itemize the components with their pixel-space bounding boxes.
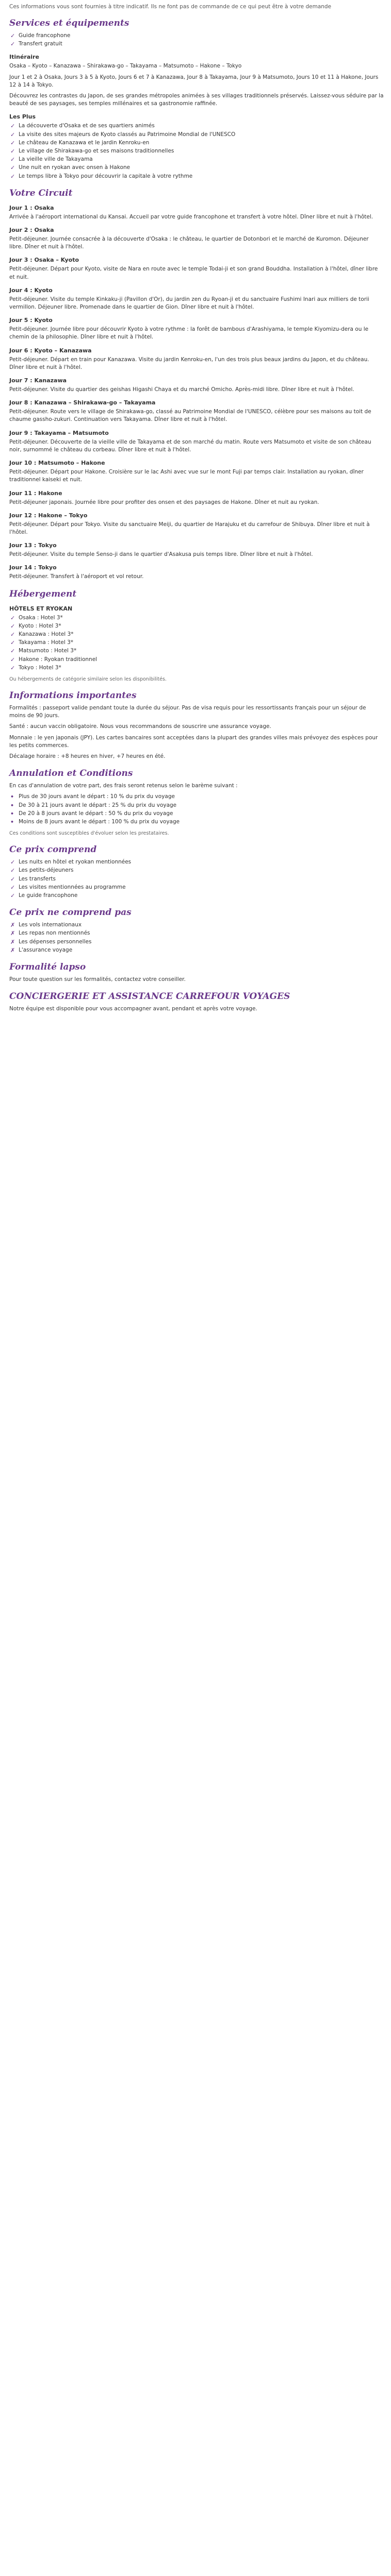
check-icon: ✓: [10, 656, 15, 663]
bullet-icon: •: [10, 793, 14, 801]
list-item: • Moins de 8 jours avant le départ : 100 % du prix du voyage: [10, 818, 180, 825]
list-item: ✗ L'assurance voyage: [10, 946, 73, 954]
day-text: Petit-déjeuner. Départ en train pour Kanazawa. Visite du jardin Kenroku-en, l'un des trois plus beaux jardins du Japon, et du château. Dîner libre et nuit à l'hôtel.: [9, 356, 369, 370]
list-item: ✓ Guide francophone: [10, 32, 71, 39]
day-text: Petit-déjeuner. Visite du quartier des geishas Higashi Chaya et du marché Omicho. Après-midi libre. Dîner libre et nuit à l'hôtel.: [9, 386, 354, 393]
bullet-icon: •: [10, 802, 14, 809]
itinerary-title: Itinéraire: [9, 54, 39, 61]
services-list: [9, 32, 384, 48]
prix-exclude-list: [9, 921, 384, 954]
list-item: ✓ La vieille ville de Takayama: [10, 156, 93, 163]
list-item: ✓ Kyoto : Hotel 3*: [10, 622, 61, 630]
check-icon: ✓: [10, 639, 15, 647]
day-text: Petit-déjeuner japonais. Journée libre pour profiter des onsen et des paysages de Hakone. Dîner et nuit au ryokan.: [9, 499, 319, 505]
itinerary-description: Découvrez les contrastes du Japon, de ses grandes métropoles animées à ses villages traditionnels préservés. Laissez-vous séduire par la beauté de ses paysages, ses temples millénaires et sa gastronomie raffinée.: [9, 93, 384, 107]
concierge-title: CONCIERGERIE ET ASSISTANCE CARREFOUR VOYAGES: [9, 991, 290, 1002]
prix-list: [9, 858, 384, 900]
day-title: Jour 1 : Osaka: [9, 204, 54, 211]
check-icon: ✓: [10, 32, 15, 39]
day-text: Petit-déjeuner. Visite du temple Kinkaku-ji (Pavillon d'Or), du jardin zen du Ryoan-ji et du sanctuaire Fushimi Inari aux milliers de torii vermillon. Déjeuner libre. Promenade dans le quartier de Gion. Dîner libre et nuit à l'hôtel.: [9, 296, 369, 311]
list-item: ✓ Le temps libre à Tokyo pour découvrir la capitale à votre rythme: [10, 173, 193, 180]
list-item: ✓ Hakone : Ryokan traditionnel: [10, 656, 97, 663]
list-item: • De 30 à 21 jours avant le départ : 25 % du prix du voyage: [10, 802, 177, 809]
day-list: [9, 204, 384, 581]
services-title: Services et équipements: [9, 18, 129, 28]
list-item: ✓ La visite des sites majeurs de Kyoto classés au Patrimoine Mondial de l'UNESCO: [10, 131, 236, 138]
annulation-intro: En cas d'annulation de votre part, des frais seront retenus selon le barème suivant :: [9, 783, 238, 789]
info-paragraph: Monnaie : le yen japonais (JPY). Les cartes bancaires sont acceptées dans la plupart des grandes villes mais prévoyez des espèces pour les petits commerces.: [9, 734, 378, 749]
hebergement-list: [9, 614, 384, 672]
formalite-text: Pour toute question sur les formalités, contactez votre conseiller.: [9, 976, 186, 982]
check-icon: ✓: [10, 123, 15, 130]
list-item: ✓ Les transferts: [10, 875, 56, 883]
info-paragraph: Formalités : passeport valide pendant toute la durée du séjour. Pas de visa requis pour les ressortissants français pour un séjour de moins de 90 jours.: [9, 704, 366, 719]
list-item: ✓ Les visites mentionnées au programme: [10, 884, 126, 891]
list-item: ✓ Tokyo : Hotel 3*: [10, 664, 61, 671]
check-icon: ✓: [10, 173, 15, 180]
annulation-list: [9, 793, 384, 826]
annulation-title: Annulation et Conditions: [9, 768, 133, 779]
concierge-text: Notre équipe est disponible pour vous accompagner avant, pendant et après votre voyage.: [9, 1006, 257, 1012]
check-icon: ✓: [10, 664, 15, 671]
check-icon: ✓: [10, 884, 15, 891]
day-title: Jour 6 : Kyoto – Kanazawa: [9, 347, 92, 354]
prix-title: Ce prix comprend: [9, 844, 97, 855]
cross-icon: ✗: [10, 946, 15, 954]
day-text: Petit-déjeuner. Journée consacrée à la découverte d'Osaka : le château, le quartier de Dotonbori et le marché de Kuromon. Déjeuner libre. Dîner et nuit à l'hôtel.: [9, 236, 369, 250]
cross-icon: ✗: [10, 930, 15, 937]
list-item: ✗ Les repas non mentionnés: [10, 930, 90, 937]
info-paragraph: Décalage horaire : +8 heures en hiver, +7 heures en été.: [9, 753, 166, 759]
day-text: Petit-déjeuner. Départ pour Hakone. Croisière sur le lac Ashi avec vue sur le mont Fuji par temps clair. Installation au ryokan, dîner traditionnel kaiseki et nuit.: [9, 469, 364, 483]
day-text: Petit-déjeuner. Journée libre pour découvrir Kyoto à votre rythme : la forêt de bambous d'Arashiyama, le temple Kiyomizu-dera ou le chemin de la philosophie. Dîner libre et nuit à l'hôtel.: [9, 326, 369, 341]
list-item: ✗ Les vols internationaux: [10, 922, 82, 929]
check-icon: ✓: [10, 875, 15, 883]
infos-title: Informations importantes: [9, 690, 137, 701]
cross-icon: ✗: [10, 922, 15, 929]
list-item: • Plus de 30 jours avant le départ : 10 % du prix du voyage: [10, 793, 175, 801]
prix-exclude-title: Ce prix ne comprend pas: [9, 907, 132, 918]
hebergement-subtitle: HÔTELS ET RYOKAN: [9, 605, 73, 612]
hebergement-title: Hébergement: [9, 588, 77, 599]
list-item: ✓ Takayama : Hotel 3*: [10, 639, 74, 647]
day-text: Arrivée à l'aéroport international du Kansai. Accueil par votre guide francophone et transfert à votre hôtel. Dîner libre et nuit à l'hôtel.: [9, 213, 373, 220]
cross-icon: ✗: [10, 938, 15, 945]
list-item: ✗ Les dépenses personnelles: [10, 938, 92, 945]
check-icon: ✓: [10, 131, 15, 138]
list-item: ✓ Le guide francophone: [10, 892, 78, 899]
day-text: Petit-déjeuner. Départ pour Tokyo. Visite du sanctuaire Meiji, du quartier de Harajuku et du carrefour de Shibuya. Dîner libre et nuit à l'hôtel.: [9, 521, 370, 535]
page: [0, 0, 391, 1026]
plus-list: [9, 122, 384, 180]
day-text: Petit-déjeuner. Transfert à l'aéroport et vol retour.: [9, 573, 144, 580]
list-item: ✓ Le château de Kanazawa et le jardin Kenroku-en: [10, 139, 150, 146]
check-icon: ✓: [10, 164, 15, 172]
intro-text: Ces informations vous sont fournies à titre indicatif. Ils ne font pas de commande de ce qui peut être à votre demande: [9, 4, 332, 10]
check-icon: ✓: [10, 139, 15, 146]
day-title: Jour 11 : Hakone: [9, 489, 62, 497]
list-item: ✓ Une nuit en ryokan avec onsen à Hakone: [10, 164, 131, 172]
formalite-title: Formalité lapso: [9, 962, 86, 972]
info-paragraph: Santé : aucun vaccin obligatoire. Nous vous recommandons de souscrire une assurance voyage.: [9, 723, 271, 730]
day-title: Jour 12 : Hakone – Tokyo: [9, 512, 88, 519]
day-text: Petit-déjeuner. Départ pour Kyoto, visite de Nara en route avec le temple Todai-ji et son grand Bouddha. Installation à l'hôtel, dîner libre et nuit.: [9, 266, 378, 280]
day-title: Jour 9 : Takayama – Matsumoto: [9, 429, 109, 436]
list-item: ✓ Le village de Shirakawa-go et ses maisons traditionnelles: [10, 148, 174, 155]
day-text: Petit-déjeuner. Visite du temple Senso-ji dans le quartier d'Asakusa puis temps libre. Dîner libre et nuit à l'hôtel.: [9, 551, 313, 558]
hebergement-note: Ou hébergements de catégorie similaire selon les disponibilités.: [9, 676, 167, 682]
check-icon: ✓: [10, 859, 15, 866]
check-icon: ✓: [10, 148, 15, 155]
check-icon: ✓: [10, 648, 15, 655]
bullet-icon: •: [10, 818, 14, 825]
annulation-note: Ces conditions sont susceptibles d'évoluer selon les prestataires.: [9, 831, 169, 837]
check-icon: ✓: [10, 41, 15, 48]
plus-title: Les Plus: [9, 113, 36, 121]
day-title: Jour 4 : Kyoto: [9, 286, 53, 294]
bullet-icon: •: [10, 810, 14, 817]
check-icon: ✓: [10, 622, 15, 630]
list-item: • De 20 à 8 jours avant le départ : 50 % du prix du voyage: [10, 810, 173, 817]
day-title: Jour 8 : Kanazawa – Shirakawa-go – Takayama: [9, 399, 156, 406]
day-title: Jour 7 : Kanazawa: [9, 377, 67, 384]
list-item: ✓ Kanazawa : Hotel 3*: [10, 631, 74, 638]
day-title: Jour 3 : Osaka – Kyoto: [9, 257, 79, 264]
check-icon: ✓: [10, 867, 15, 874]
check-icon: ✓: [10, 892, 15, 899]
list-item: ✓ Les nuits en hôtel et ryokan mentionnées: [10, 859, 132, 866]
day-title: Jour 14 : Tokyo: [9, 564, 57, 571]
check-icon: ✓: [10, 631, 15, 638]
circuit-title: Votre Circuit: [9, 188, 73, 198]
day-title: Jour 2 : Osaka: [9, 227, 54, 234]
day-text: Petit-déjeuner. Découverte de la vieille ville de Takayama et de son marché du matin. Route vers Matsumoto et visite de son château noir, surnommé le château du corbeau. Dîner libre et nuit à l'hôtel.: [9, 438, 371, 453]
day-title: Jour 5 : Kyoto: [9, 317, 53, 324]
list-item: ✓ Osaka : Hotel 3*: [10, 614, 63, 621]
list-item: ✓ Les petits-déjeuners: [10, 867, 74, 874]
itinerary-text: Osaka – Kyoto – Kanazawa – Shirakawa-go – Takayama – Matsumoto – Hakone – Tokyo: [9, 63, 242, 70]
list-item: ✓ La découverte d'Osaka et de ses quartiers animés: [10, 123, 155, 130]
list-item: ✓ Matsumoto : Hotel 3*: [10, 648, 77, 655]
day-title: Jour 10 : Matsumoto – Hakone: [9, 460, 105, 467]
list-item: ✓ Transfert gratuit: [10, 41, 62, 48]
day-text: Petit-déjeuner. Route vers le village de Shirakawa-go, classé au Patrimoine Mondial de l'UNESCO, célèbre pour ses maisons au toit de chaume gassho-zukuri. Continuation vers Takayama. Dîner libre et nuit à l'hôtel.: [9, 409, 371, 423]
itinerary-sub: Jour 1 et 2 à Osaka, Jours 3 à 5 à Kyoto, Jours 6 et 7 à Kanazawa, Jour 8 à Takayama, Jour 9 à Matsumoto, Jours 10 et 11 à Hakone, Jours 12 à 14 à Tokyo.: [9, 74, 379, 88]
check-icon: ✓: [10, 156, 15, 163]
check-icon: ✓: [10, 614, 15, 621]
day-title: Jour 13 : Tokyo: [9, 542, 57, 549]
